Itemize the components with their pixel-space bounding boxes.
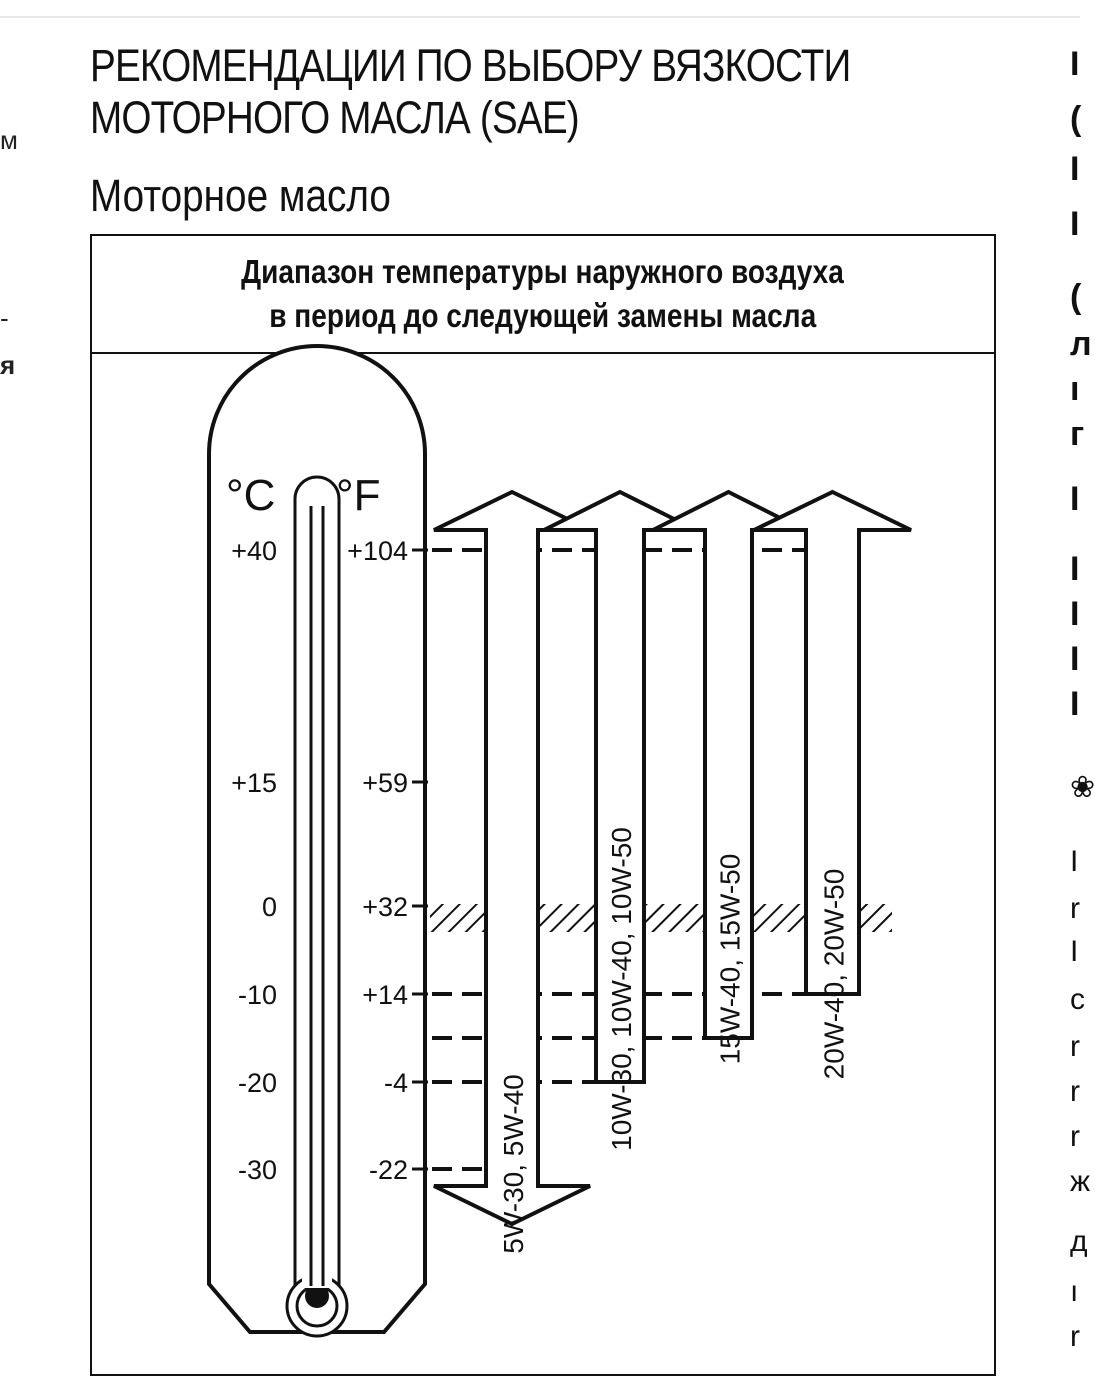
celsius-tick-label: +15 <box>231 768 277 798</box>
section-subheading: Моторное масло <box>90 170 391 221</box>
right-margin-fragment: I <box>1070 550 1080 588</box>
right-margin-fragment: I <box>1070 150 1080 188</box>
oil-grade-arrows <box>434 492 911 1254</box>
fahrenheit-tick-label: -22 <box>368 1155 408 1185</box>
viscosity-chart <box>92 354 994 1374</box>
celsius-tick-label: -30 <box>237 1155 277 1185</box>
right-margin-fragment: I <box>1070 685 1080 723</box>
right-margin-fragment: I <box>1070 595 1080 633</box>
left-margin-fragment: - <box>0 303 9 333</box>
right-margin-fragment: г <box>1070 415 1085 453</box>
left-margin-fragment: м <box>0 125 18 155</box>
fahrenheit-tick-label: -4 <box>383 1068 408 1098</box>
celsius-tick-label: -20 <box>237 1068 277 1098</box>
celsius-unit-label: °C <box>226 471 276 520</box>
left-margin-fragment: я <box>0 350 16 380</box>
fahrenheit-tick-label: +14 <box>362 980 408 1010</box>
right-margin-fragment: I <box>1070 640 1080 678</box>
viscosity-diagram <box>90 234 996 1376</box>
right-margin-fragment: r <box>1070 1120 1080 1153</box>
oil-grade-label: 15W-40, 15W-50 <box>714 853 746 1065</box>
right-margin-fragment: I <box>1070 480 1080 518</box>
page-heading-line: РЕКОМЕНДАЦИИ ПО ВЫБОРУ ВЯЗКОСТИ <box>90 40 851 91</box>
oil-grade-label: 20W-40, 20W-50 <box>818 868 850 1080</box>
thermometer <box>209 346 428 1336</box>
right-margin-fragment: ж <box>1070 1165 1091 1198</box>
diagram-title-line: в период до следующей замены масла <box>269 297 817 334</box>
oil-grade-label: 5W-30, 5W-40 <box>498 1074 529 1254</box>
page-heading <box>90 40 850 144</box>
right-margin-fragment: л <box>1070 325 1092 363</box>
fahrenheit-tick-label: +104 <box>347 536 408 566</box>
celsius-tick-label: 0 <box>261 892 277 922</box>
left-page-edge <box>0 0 30 1398</box>
right-margin-fragment: ( <box>1070 278 1082 316</box>
top-divider <box>0 16 1080 18</box>
celsius-tick-label: +40 <box>231 536 277 566</box>
fahrenheit-tick-label: +32 <box>362 892 408 922</box>
oil-grade-label: 10W-30, 10W-40, 10W-50 <box>606 827 637 1151</box>
right-margin-fragment: r <box>1070 1320 1080 1353</box>
celsius-tick-label: -10 <box>237 980 277 1010</box>
right-margin-fragment: I <box>1070 845 1079 878</box>
right-margin-fragment: I <box>1070 205 1080 243</box>
right-margin-symbol: ❀ <box>1070 771 1095 804</box>
right-page-edge <box>1070 0 1095 1398</box>
right-margin-fragment: ( <box>1070 100 1082 138</box>
right-margin-fragment: д <box>1070 1225 1088 1258</box>
page-heading-line: МОТОРНОГО МАСЛА (SAE) <box>90 92 579 143</box>
right-margin-fragment: ı <box>1070 1275 1079 1308</box>
right-margin-fragment: r <box>1070 892 1080 925</box>
diagram-title-line: Диапазон температуры наружного воздуха <box>241 253 845 290</box>
fahrenheit-unit-label: °F <box>336 471 381 520</box>
right-margin-fragment: I <box>1070 45 1080 83</box>
fahrenheit-tick-label: +59 <box>362 768 408 798</box>
right-margin-fragment: ı <box>1070 370 1080 408</box>
right-margin-fragment: I <box>1070 935 1079 968</box>
right-margin-fragment: r <box>1070 1075 1080 1108</box>
diagram-header <box>92 236 994 354</box>
thermometer-tube <box>295 477 339 1292</box>
right-margin-fragment: c <box>1070 983 1085 1016</box>
right-margin-fragment: r <box>1070 1030 1080 1063</box>
